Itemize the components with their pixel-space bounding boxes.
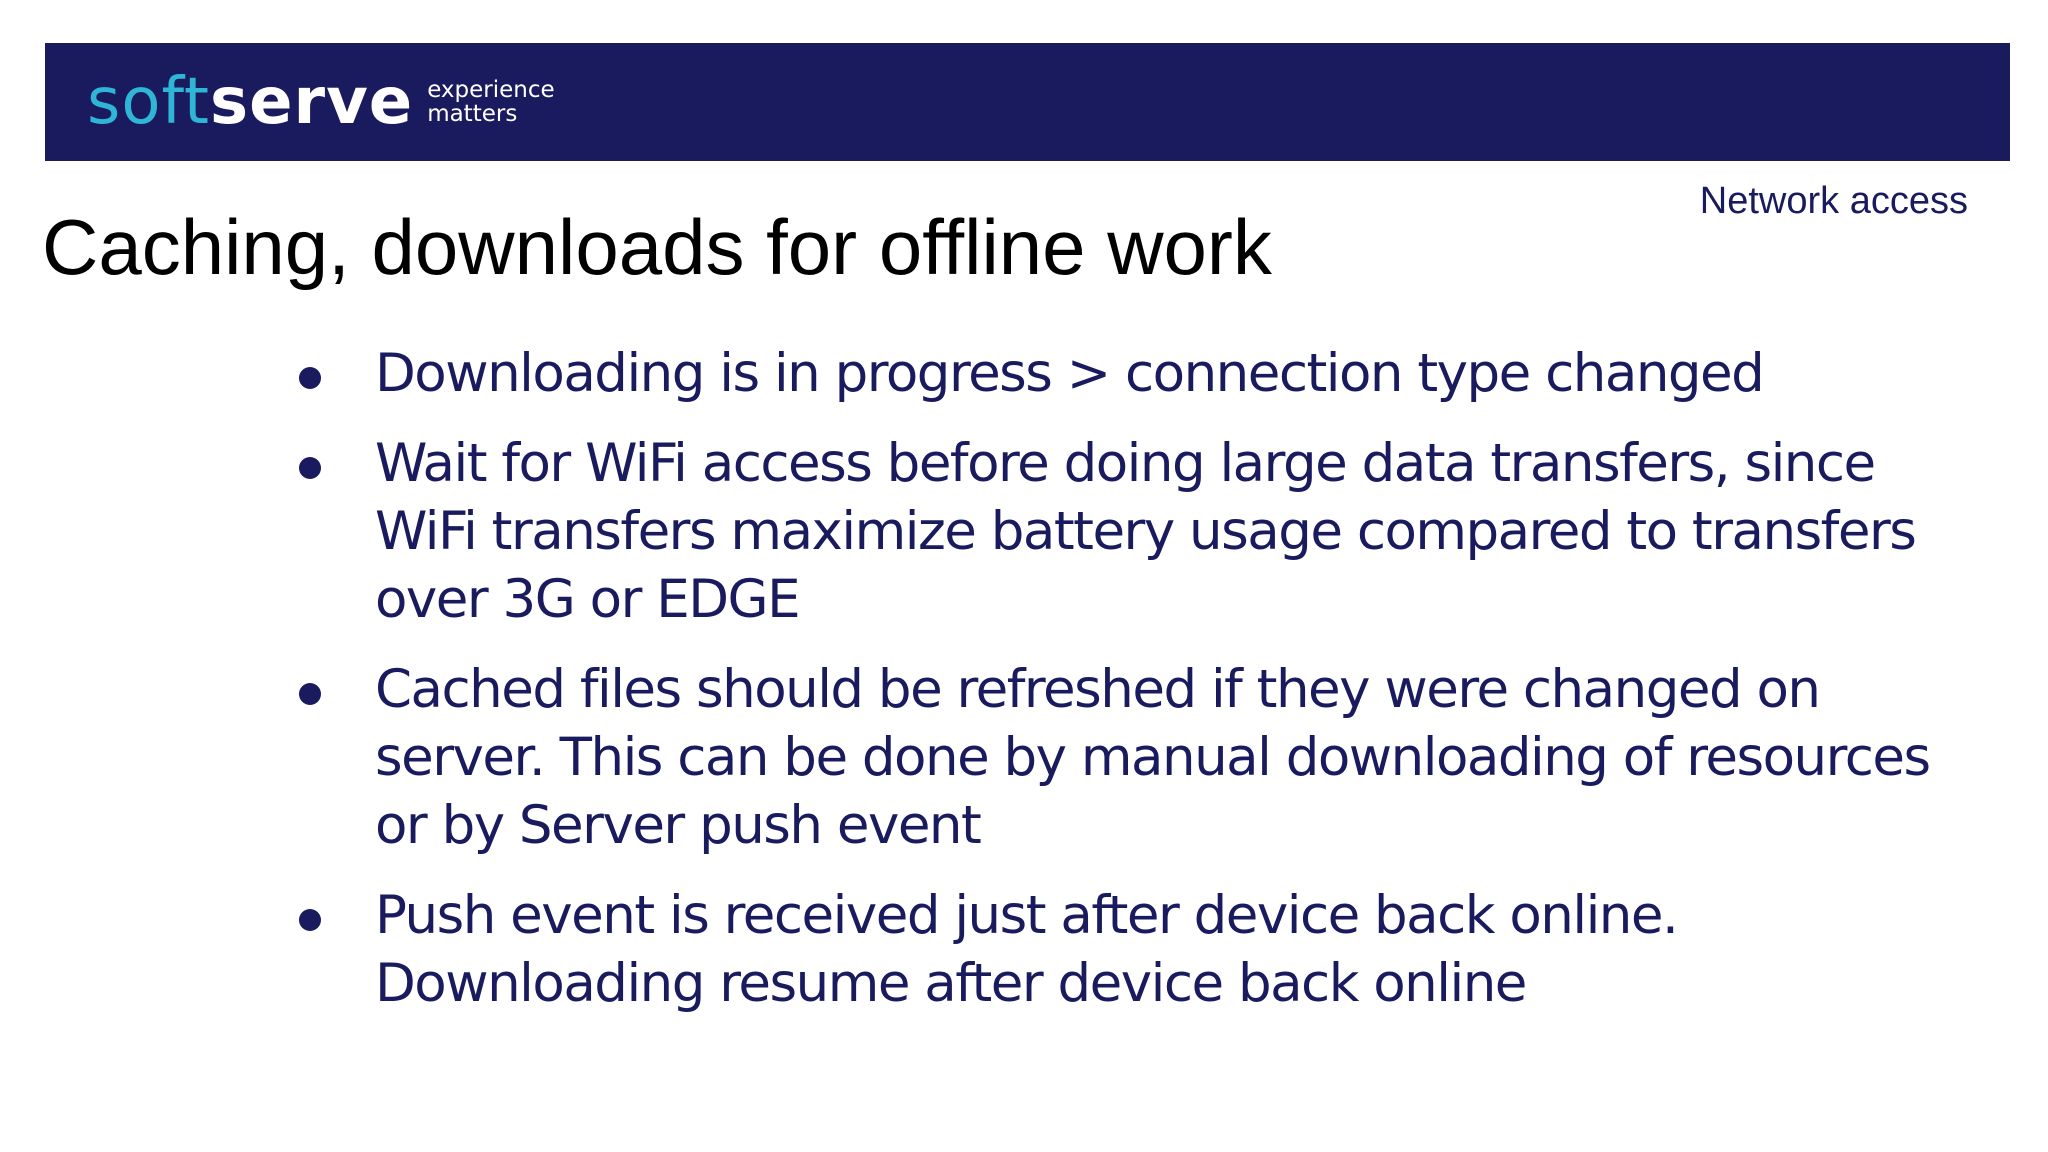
bullet-text: Cached files should be refreshed if they were changed on server. This can be done by manual downloading of resources or by Server push event — [375, 659, 1930, 856]
logo-tagline-line1: experience — [427, 76, 555, 103]
bullet-dot-icon — [299, 909, 321, 931]
logo-soft-text: soft — [87, 65, 210, 139]
bullet-text: Wait for WiFi access before doing large data transfers, since WiFi transfers maximize battery usage compared to transfers over 3G or EDGE — [375, 433, 1916, 630]
bullet-list — [290, 340, 1980, 1040]
section-label: Network access — [1699, 180, 1968, 222]
bullet-item — [290, 430, 1980, 634]
bullet-text: Push event is received just after device back online. Downloading resume after device back online — [375, 885, 1678, 1014]
slide-title: Caching, downloads for offline work — [42, 203, 1272, 291]
logo-tagline-line2: matters — [427, 101, 518, 127]
bullet-text: Downloading is in progress > connection type changed — [375, 343, 1764, 404]
bullet-item — [290, 882, 1980, 1018]
bullet-dot-icon — [299, 367, 321, 389]
logo-tagline — [427, 78, 554, 126]
bullet-dot-icon — [299, 683, 321, 705]
bullet-item — [290, 656, 1980, 860]
bullet-dot-icon — [299, 457, 321, 479]
bullet-item — [290, 340, 1980, 408]
logo-serve-text: serve — [210, 65, 414, 139]
softserve-logo — [87, 65, 555, 139]
header-bar — [45, 43, 2010, 161]
